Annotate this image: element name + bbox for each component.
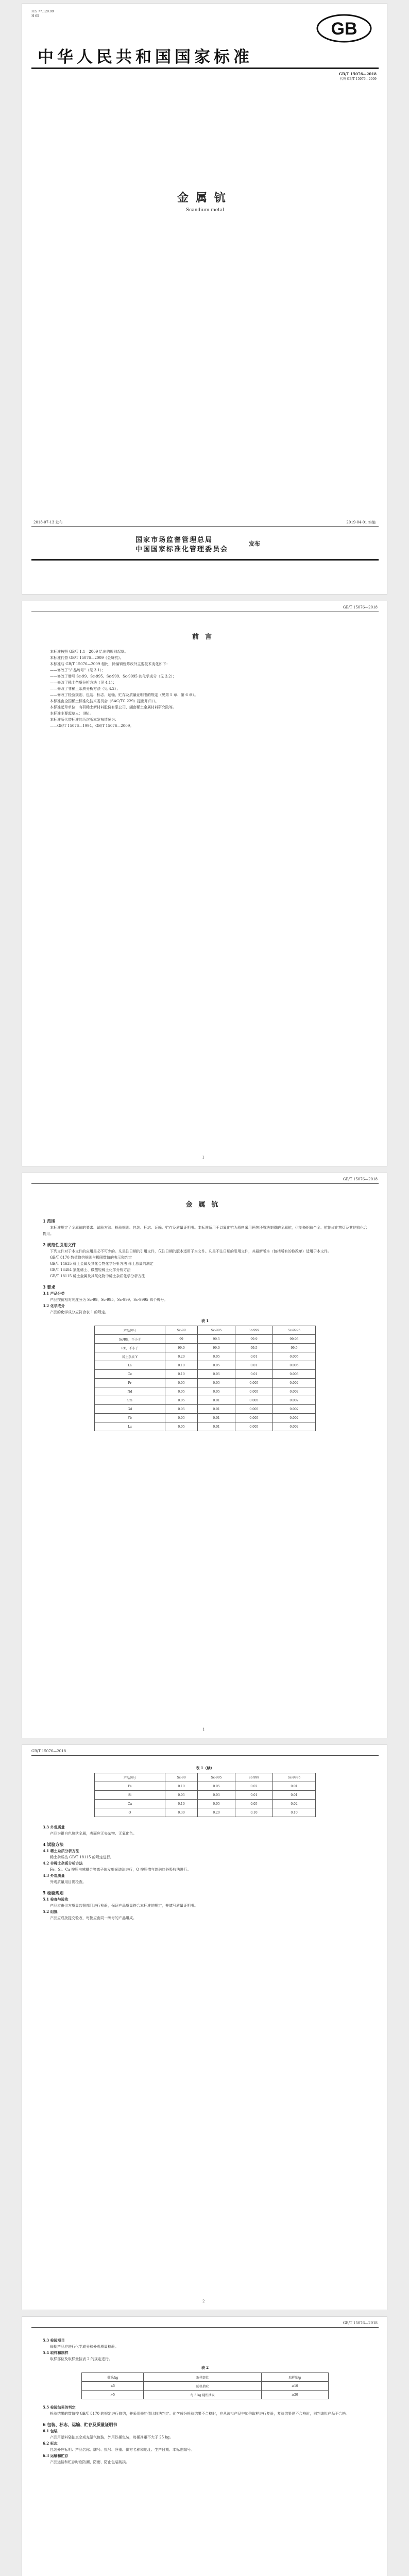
table-cell: 99.0 <box>198 1344 235 1352</box>
table-cell: 0.005 <box>235 1414 273 1422</box>
table-cell: 0.01 <box>235 1352 273 1361</box>
table-cell: La <box>95 1361 165 1370</box>
page-header-code: GB/T 15076—2018 <box>343 2321 378 2325</box>
foreword-para: ——修改了"产品牌号"（见 3.1）； <box>50 668 106 672</box>
section-text: 稀土杂质按 GB/T 18115 的规定进行。 <box>50 1855 114 1859</box>
table-cell: 0.05 <box>165 1414 198 1422</box>
table-cell: 0.05 <box>198 1782 235 1791</box>
subsection-heading: 6.3 运输和贮存 <box>43 2453 69 2458</box>
reference-item: GB/T 16484 氯化稀土、碳酸轻稀土化学分析方法 <box>50 1268 131 1272</box>
section-text: 产品按钪相对纯度分为 Sc-99、Sc-995、Sc-999、Sc-9995 四个牌号。 <box>50 1298 168 1302</box>
foreword-para: 本标准所代替标准的历次版本发布情况为： <box>50 718 118 722</box>
table-cell: 0.05 <box>165 1379 198 1387</box>
page-header-code: GB/T 15076—2018 <box>343 1177 378 1181</box>
table-row <box>95 1344 316 1352</box>
subsection-heading: 5.5 检验结果的判定 <box>43 2405 76 2410</box>
section-text: 检验结果的数值按 GB/T 8170 的规定进行修约，并采用修约值比较法判定。化学成分检验结果不合格时，应从该批产品中加倍取样进行复验，复验结果仍不合格时，则判该批产品不合格。 <box>50 2412 350 2416</box>
table-cell: 99.0 <box>165 1344 198 1352</box>
foreword-page <box>22 601 387 1166</box>
bottom-rule <box>31 526 379 527</box>
table-cell: 0.05 <box>235 1800 273 1808</box>
section-heading: 2 规范性引用文件 <box>43 1242 76 1247</box>
table-cell: 0.002 <box>273 1405 316 1414</box>
subsection-heading: 6.1 包装 <box>43 2429 58 2433</box>
body-section-3-5 <box>43 1766 367 1921</box>
issue-word: 发布 <box>249 540 260 547</box>
table-cell: 每 5 kg 随机抽取 <box>144 2391 261 2399</box>
issuer-2: 中国国家标准化管理委员会 <box>135 546 229 553</box>
section-text: 外观质量用目视检查。 <box>50 1880 86 1884</box>
table-cell: Lu <box>95 1422 165 1431</box>
subsection-heading: 5.1 检查与验收 <box>43 1897 69 1902</box>
table-row <box>82 2373 329 2382</box>
table-cell: ≤5 <box>82 2382 144 2391</box>
table-row <box>95 1387 316 1396</box>
table-row <box>95 1352 316 1361</box>
table-cell: 99.5 <box>198 1335 235 1344</box>
page-number: 2 <box>202 2299 205 2303</box>
subsection-heading: 3.3 外观质量 <box>43 1825 65 1829</box>
table-head-cell: Sc-999 <box>235 1326 273 1335</box>
subsection-heading: 4.2 非稀土杂质分析方法 <box>43 1861 83 1866</box>
section-text: 产品应由供方质量监督部门进行检验，保证产品质量符合本标准的规定，并填写质量证明书。 <box>50 1904 198 1908</box>
table-head-cell: Sc-99 <box>165 1773 198 1782</box>
table-row <box>95 1422 316 1431</box>
table-1-caption: 表 1 <box>201 1318 209 1323</box>
table-cell: 0.02 <box>273 1800 316 1808</box>
table-cell: 0.05 <box>165 1791 198 1800</box>
table-1 <box>94 1326 316 1431</box>
table-cell: 0.002 <box>273 1396 316 1405</box>
body-page-1 <box>22 1173 387 1738</box>
header-rule <box>31 1183 379 1184</box>
table-cell: 0.005 <box>273 1352 316 1361</box>
cover-bottom-rule <box>31 559 379 561</box>
table-row <box>82 2391 329 2399</box>
section-text: 产品运输和贮存时应防潮、防雨、防止包装破损。 <box>50 2460 129 2464</box>
table-cell: 0.005 <box>273 1370 316 1379</box>
page-number: I <box>202 1156 204 1160</box>
table-row <box>95 1800 316 1808</box>
table-head-cell: Sc-995 <box>198 1326 235 1335</box>
gb-logo-icon <box>316 14 372 43</box>
table-1-cont-caption: 表 1（续） <box>196 1766 214 1770</box>
table-cell: 0.10 <box>165 1800 198 1808</box>
implement-date: 2019-04-01 实施 <box>346 520 376 524</box>
foreword-para: ——修改了稀土杂质分析方法（见 4.1）； <box>50 681 116 685</box>
table-cell: 0.01 <box>273 1791 316 1800</box>
foreword-para: 本标准与 GB/T 15076—2009 相比，除编辑性修改外主要技术变化如下： <box>50 662 170 666</box>
table-cell: >5 <box>82 2391 144 2399</box>
replaces-note: 代替 GB/T 15076—2009 <box>339 77 377 81</box>
table-cell: 0.005 <box>235 1396 273 1405</box>
table-cell: 0.20 <box>165 1352 198 1361</box>
table-head-cell: Sc-995 <box>198 1773 235 1782</box>
svg-text:GB: GB <box>331 19 357 39</box>
standard-type-title: 中华人民共和国国家标准 <box>38 48 253 66</box>
table-cell: 随机抽取 <box>144 2382 261 2391</box>
table-row <box>95 1361 316 1370</box>
header-rule <box>31 1755 379 1756</box>
table-row <box>95 1414 316 1422</box>
table-head-cell: Sc-9995 <box>273 1326 316 1335</box>
table-cell: 0.002 <box>273 1379 316 1387</box>
table-row <box>95 1773 316 1782</box>
table-head-cell: 取样量/g <box>261 2373 328 2382</box>
subsection-heading: 5.2 组批 <box>43 1909 58 1914</box>
table-cell: 0.01 <box>198 1422 235 1431</box>
table-cell: 99.5 <box>235 1344 273 1352</box>
table-row <box>95 1335 316 1344</box>
top-rule <box>31 67 379 69</box>
header-rule <box>31 2327 379 2328</box>
section-heading: 1 范围 <box>43 1218 56 1224</box>
foreword-para: 本标准起草单位：有研稀土新材料股份有限公司、湖南稀土金属材料研究院等。 <box>50 705 176 709</box>
table-cell: 0.10 <box>165 1361 198 1370</box>
table-cell: 0.20 <box>198 1808 235 1817</box>
table-cell: 0.005 <box>235 1405 273 1414</box>
table-cell: O <box>95 1808 165 1817</box>
foreword-para: ——GB/T 15076—1994、GB/T 15076—2009。 <box>50 724 134 728</box>
standard-number: GB/T 15076—2018 <box>339 72 377 76</box>
table-cell: 0.005 <box>235 1379 273 1387</box>
subsection-heading: 4.1 稀土杂质分析方法 <box>43 1849 79 1853</box>
table-cell: ≥10 <box>261 2382 328 2391</box>
table-row <box>95 1379 316 1387</box>
table-cell: 0.05 <box>165 1387 198 1396</box>
table-cell: 0.05 <box>198 1352 235 1361</box>
table-cell: 99 <box>165 1335 198 1344</box>
table-cell: 99.95 <box>273 1335 316 1344</box>
cover-title: 金属钪 <box>177 191 233 205</box>
table-cell: 0.30 <box>165 1808 198 1817</box>
table-cell: 0.005 <box>235 1387 273 1396</box>
table-head-cell: Sc-99 <box>165 1326 198 1335</box>
table-cell: 0.10 <box>165 1782 198 1791</box>
table-cell: 0.02 <box>235 1782 273 1791</box>
table-row <box>95 1405 316 1414</box>
table-cell: 0.05 <box>165 1422 198 1431</box>
table-cell: Ce <box>95 1370 165 1379</box>
cover-title-english: Scandium metal <box>186 208 224 213</box>
subsection-heading: 3.1 产品分类 <box>43 1291 65 1296</box>
body-page-2 <box>22 1744 387 2310</box>
page-header-code: GB/T 15076—2018 <box>343 605 378 609</box>
table-row <box>95 1396 316 1405</box>
table-cell: 0.10 <box>165 1370 198 1379</box>
table-cell: 0.01 <box>235 1791 273 1800</box>
table-cell: Sm <box>95 1396 165 1405</box>
table-cell: Pr <box>95 1379 165 1387</box>
table-cell: Sc/RE，不小于 <box>95 1335 165 1344</box>
issuer-1: 国家市场监督管理总局 <box>135 536 213 544</box>
foreword-para: ——修改了非稀土杂质分析方法（见 4.2）； <box>50 687 120 691</box>
table-row <box>95 1326 316 1335</box>
table-row <box>95 1808 316 1817</box>
subsection-heading: 5.3 检验项目 <box>43 2338 65 2343</box>
cover-page <box>22 3 387 595</box>
section-text: 产品应成批提交验收，每批应由同一牌号的产品组成。 <box>50 1916 137 1920</box>
body-section-5-6 <box>43 2337 367 2465</box>
table-cell: 0.03 <box>198 1791 235 1800</box>
section-text: 产品为银白色块状金属，表面应无夹杂物、无氧化色。 <box>50 1832 137 1836</box>
table-row <box>82 2382 329 2391</box>
section-text: 产品的化学成分应符合表 1 的规定。 <box>50 1310 109 1314</box>
reference-item: GB/T 18115 稀土金属及其氧化物中稀土杂质化学分析方法 <box>50 1274 145 1278</box>
table-cell: 0.01 <box>198 1405 235 1414</box>
table-cell: Nd <box>95 1387 165 1396</box>
table-cell: 0.002 <box>273 1387 316 1396</box>
foreword-para: 本标准由全国稀土标准化技术委员会（SAC/TC 229）提出并归口。 <box>50 699 159 703</box>
table-cell: 0.01 <box>235 1370 273 1379</box>
table-cell: 0.05 <box>198 1387 235 1396</box>
page-header-code: GB/T 15076—2018 <box>31 1749 66 1753</box>
table-cell: 0.005 <box>235 1422 273 1431</box>
table-row <box>95 1791 316 1800</box>
foreword-para: 本标准按照 GB/T 1.1—2009 给出的规则起草。 <box>50 650 128 654</box>
section-heading: 4 试验方法 <box>43 1842 64 1847</box>
table-cell: 0.10 <box>273 1808 316 1817</box>
reference-item: GB/T 8170 数值修约规则与极限数值的表示和判定 <box>50 1256 132 1260</box>
table-cell: Gd <box>95 1405 165 1414</box>
ics-code: ICS 77.120.99 <box>31 10 54 13</box>
reference-item: GB/T 14635 稀土金属及其化合物化学分析方法 稀土总量的测定 <box>50 1262 154 1266</box>
table-cell: 0.002 <box>273 1422 316 1431</box>
body-section-1-3 <box>43 1217 367 1431</box>
table-cell: 0.01 <box>198 1396 235 1405</box>
table-cell: 0.05 <box>198 1370 235 1379</box>
table-head-cell: Sc-999 <box>235 1773 273 1782</box>
foreword-para: 本标准代替 GB/T 15076—2009《金属钪》。 <box>50 656 124 660</box>
table-cell: 0.10 <box>235 1808 273 1817</box>
subsection-heading: 3.2 化学成分 <box>43 1303 65 1308</box>
table-cell: 0.01 <box>273 1782 316 1791</box>
table-cell: Si <box>95 1791 165 1800</box>
foreword-para: ——修改了检验规则、包装、标志、运输、贮存及质量证明书的规定（见第 5 章、第 6 章）。 <box>50 693 198 697</box>
table-cell: 99.9 <box>235 1335 273 1344</box>
foreword-para: ——修改了牌号 Sc-99、Sc-995、Sc-999、Sc-9995 的化学成分（见 3.2）； <box>50 674 177 679</box>
table-cell: Yb <box>95 1414 165 1422</box>
table-cell: 0.01 <box>198 1414 235 1422</box>
table-cell: 0.005 <box>273 1361 316 1370</box>
table-cell: 0.05 <box>198 1800 235 1808</box>
section-text: 下列文件对于本文件的应用是必不可少的。凡是注日期的引用文件，仅注日期的版本适用于本文件。凡是不注日期的引用文件，其最新版本（包括所有的修改单）适用于本文件。 <box>50 1249 331 1253</box>
table-cell: 0.01 <box>235 1361 273 1370</box>
gb-logo <box>316 14 372 43</box>
table-head-cell: Sc-9995 <box>273 1773 316 1782</box>
foreword-title: 前言 <box>192 633 218 641</box>
table-cell: 稀土杂质 Y <box>95 1352 165 1361</box>
table-cell: Ca <box>95 1800 165 1808</box>
subsection-heading: 6.2 标志 <box>43 2441 58 2446</box>
table-cell: Fe <box>95 1782 165 1791</box>
table-cell: 0.05 <box>198 1379 235 1387</box>
foreword-body <box>43 649 367 729</box>
table-2-caption: 表 2 <box>201 2365 209 2370</box>
table-1-continued <box>94 1773 316 1817</box>
body-page-3 <box>22 2316 387 2576</box>
section-text: 每批产品应进行化学成分和外观质量检验。 <box>50 2345 118 2349</box>
table-cell: 0.002 <box>273 1414 316 1422</box>
table-head-cell: 产品牌号 <box>95 1326 165 1335</box>
table-row <box>95 1370 316 1379</box>
body-title: 金属钪 <box>185 1201 225 1209</box>
table-head-cell: 批重/kg <box>82 2373 144 2382</box>
foreword-para: 本标准主要起草人：（略）。 <box>50 711 93 716</box>
section-heading: 6 包装、标志、运输、贮存及质量证明书 <box>43 2422 117 2427</box>
table-cell: ≥20 <box>261 2391 328 2399</box>
table-2 <box>81 2372 329 2399</box>
subsection-heading: 4.3 外观质量 <box>43 1873 65 1878</box>
subsection-heading: 5.4 取样和制样 <box>43 2350 69 2355</box>
section-text: Fe、Si、Ca 按照电感耦合等离子体发射光谱法进行，O 按照惰气熔融红外吸收法进行。 <box>50 1868 191 1872</box>
section-heading: 5 检验规则 <box>43 1890 64 1895</box>
table-head-cell: 产品牌号 <box>95 1773 165 1782</box>
table-head-cell: 取样部位 <box>144 2373 261 2382</box>
table-cell: 0.05 <box>198 1361 235 1370</box>
section-heading: 3 要求 <box>43 1284 56 1290</box>
table-cell: 0.05 <box>165 1405 198 1414</box>
table-cell: RE，不小于 <box>95 1344 165 1352</box>
table-cell: 0.05 <box>165 1396 198 1405</box>
table-row <box>95 1782 316 1791</box>
ccs-code: H 65 <box>31 14 39 18</box>
table-cell: 99.5 <box>273 1344 316 1352</box>
release-date: 2018-07-13 发布 <box>33 520 63 524</box>
section-text: 产品用塑料袋抽真空或充氩气包装，外用铁桶包装，每桶净重不大于 25 kg。 <box>50 2435 174 2439</box>
section-text: 本标准规定了金属钪的要求、试验方法、检验规则、包装、标志、运输、贮存及质量证明书。本标准适用于以氟化钪为原料采用钙热还原法制得的金属钪，供制备铝钪合金、钪钠卤化物灯及其他钪化合物用。 <box>43 1226 367 1236</box>
section-text: 包装外应标明：产品名称、牌号、批号、净重、供方名称和地址、生产日期、本标准编号。 <box>50 2448 194 2452</box>
section-text: 取样部位及取样量按表 2 的规定进行。 <box>50 2357 112 2361</box>
page-number: 1 <box>202 1727 205 1732</box>
